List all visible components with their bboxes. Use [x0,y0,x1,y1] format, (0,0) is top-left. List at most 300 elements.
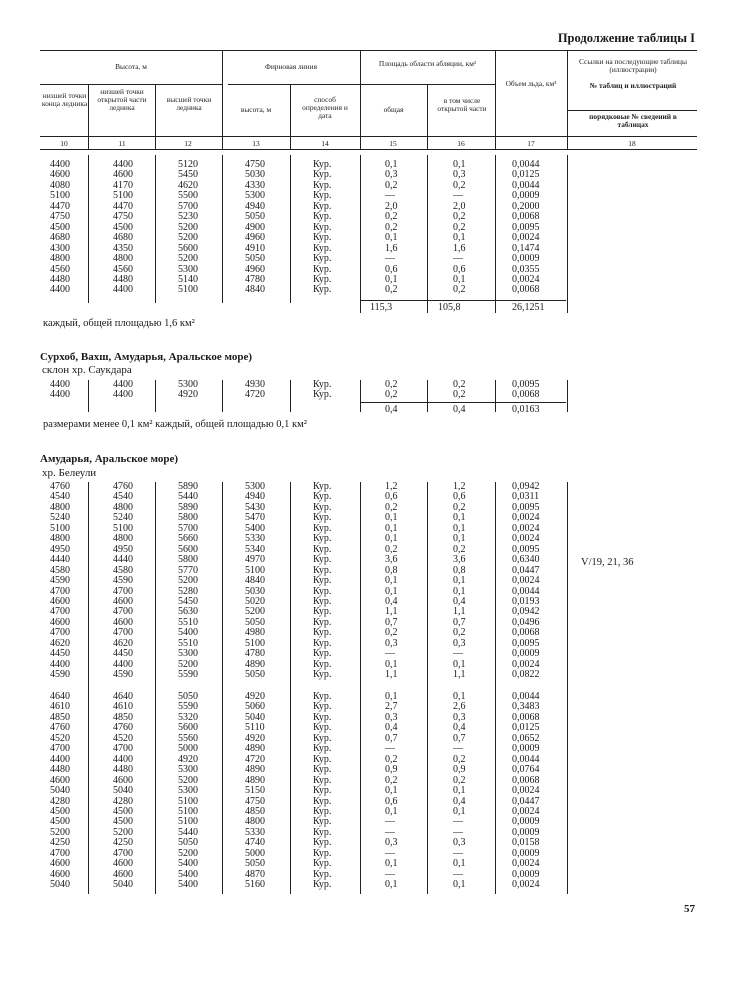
cell-firn-height: 5330 [245,533,265,545]
cell-area-total: — [385,190,395,202]
cell-area-open: 0,2 [453,379,466,390]
cell-firn-method: Кур. [313,159,332,170]
cell-lowest-open: 4600 [113,858,133,870]
cell-firn-height: 4740 [245,837,265,849]
cell-lowest-end: 4600 [50,858,70,870]
cell-firn-height: 4980 [245,627,265,639]
cell-area-total: 0,1 [385,785,398,797]
cell-lowest-open: 4800 [113,501,133,513]
cell-firn-method: Кур. [313,774,332,786]
cell-firn-height: 5300 [245,190,265,202]
cell-lowest-open: 4850 [113,711,133,723]
vline [567,155,568,313]
block3-ref: V/19, 21, 36 [581,557,634,568]
cell-lowest-end: 4440 [50,554,70,566]
cell-firn-method: Кур. [313,795,332,807]
cell-area-total: 2,0 [385,200,398,212]
cell-highest: 5440 [178,826,198,838]
cell-firn-method: Кур. [313,263,332,275]
cell-lowest-end: 4700 [50,627,70,639]
vline [360,155,361,313]
cell-highest: 5300 [178,764,198,776]
vline [290,155,291,303]
cell-area-total: — [385,847,395,859]
cell-firn-method: Кур. [313,284,332,296]
cell-area-open: 0,2 [453,627,466,639]
cell-firn-height: 4940 [245,491,265,503]
header-firn-line: Фирновая линия [264,62,317,71]
cell-area-total: 0,2 [385,211,398,223]
vline [495,50,496,149]
cell-area-open: 0,1 [453,858,466,870]
header-refs-numbers: порядковые № сведений в таблицах [589,112,677,130]
cell-area-open: 0,3 [453,637,466,649]
cell-lowest-open: 4500 [113,221,133,233]
cell-highest: 5890 [178,481,198,492]
cell-ice-volume: 0,0024 [512,858,540,870]
cell-lowest-open: 4800 [113,533,133,545]
cell-ice-volume: 0,0764 [512,764,540,776]
block3-subtitle: хр. Белеули [42,467,97,479]
cell-ice-volume: 0,0044 [512,691,540,702]
cell-highest: 5320 [178,711,198,723]
vline [360,50,361,149]
cell-area-open: 0,2 [453,211,466,223]
cell-firn-method: Кур. [313,221,332,233]
cell-lowest-open: 4280 [113,795,133,807]
vline [495,482,496,894]
cell-area-open: 1,1 [453,606,466,618]
cell-area-open: — [453,826,463,838]
cell-lowest-end: 4280 [50,795,70,807]
cell-area-open: 0,2 [453,389,466,401]
cell-ice-volume: 0,0942 [512,606,540,618]
cell-highest: 5510 [178,637,198,649]
cell-area-open: 0,2 [453,284,466,296]
cell-firn-method: Кур. [313,648,332,660]
cell-highest: 4620 [178,179,198,191]
cell-firn-height: 4890 [245,764,265,776]
total-rule [361,300,566,301]
cell-firn-height: 5100 [245,637,265,649]
header-lowest-end: низшей точки конца ледника [41,91,88,109]
block2-note: размерами менее 0,1 км² каждый, общей площадью 0,1 км² [43,419,307,430]
cell-firn-height: 4920 [245,732,265,744]
cell-firn-method: Кур. [313,658,332,670]
cell-lowest-end: 4400 [50,159,70,170]
cell-ice-volume: 0,0009 [512,826,540,838]
cell-highest: 5300 [178,263,198,275]
cell-highest: 5400 [178,879,198,891]
header-lowest-open: низшей точки открытой части ледника [97,87,147,113]
cell-lowest-open: 4500 [113,816,133,828]
cell-area-total: 0,6 [385,263,398,275]
cell-lowest-open: 4540 [113,491,133,503]
cell-lowest-open: 5040 [113,785,133,797]
cell-lowest-open: 4590 [113,669,133,681]
cell-area-total: 0,2 [385,774,398,786]
cell-area-open: 0,9 [453,764,466,776]
cell-area-total: 0,1 [385,691,398,702]
cell-lowest-open: 4560 [113,263,133,275]
cell-highest: 5100 [178,284,198,296]
cell-area-open: 0,4 [453,722,466,734]
cell-firn-method: Кур. [313,606,332,618]
vline [88,482,89,894]
cell-ice-volume: 0,1474 [512,242,540,254]
cell-highest: 5700 [178,522,198,534]
cell-ice-volume: 0,0447 [512,795,540,807]
cell-firn-height: 4960 [245,232,265,244]
cell-highest: 5450 [178,595,198,607]
block1-note: каждый, общей площадью 1,6 км² [43,318,195,329]
cell-firn-method: Кур. [313,669,332,681]
cell-firn-method: Кур. [313,585,332,597]
cell-ice-volume: 0,0068 [512,284,540,296]
vline [290,380,291,412]
header-ice-volume: Объем льда, км³ [505,79,557,88]
header-area: Площадь области абляции, км² [378,59,477,68]
cell-firn-height: 4910 [245,242,265,254]
cell-lowest-open: 5240 [113,512,133,524]
cell-ice-volume: 0,0009 [512,253,540,265]
cell-area-total: 0,1 [385,232,398,244]
colnum-bottom-rule [40,149,697,150]
cell-area-total: 0,4 [385,595,398,607]
cell-area-open: 0,7 [453,616,466,628]
cell-ice-volume: 0,0068 [512,211,540,223]
cell-firn-method: Кур. [313,512,332,524]
cell-area-total: 0,1 [385,575,398,587]
cell-lowest-end: 4480 [50,273,70,285]
vline [222,482,223,894]
cell-highest: 5440 [178,491,198,503]
colnum: 10 [60,139,68,148]
cell-lowest-end: 4800 [50,501,70,513]
cell-firn-method: Кур. [313,637,332,649]
cell-highest: 5800 [178,554,198,566]
cell-lowest-open: 4600 [113,595,133,607]
cell-highest: 5300 [178,648,198,660]
cell-firn-height: 5470 [245,512,265,524]
vline [567,482,568,894]
cell-area-total: 1,2 [385,481,398,492]
cell-area-total: 1,6 [385,242,398,254]
cell-area-total: 0,1 [385,858,398,870]
cell-firn-height: 5050 [245,858,265,870]
vline [495,380,496,412]
cell-ice-volume: 0,0068 [512,389,540,401]
cell-area-open: 0,2 [453,221,466,233]
cell-firn-method: Кур. [313,533,332,545]
cell-lowest-end: 4480 [50,764,70,776]
cell-ice-volume: 0,0652 [512,732,540,744]
block2-total-area: 0,4 [385,404,398,415]
cell-lowest-open: 4450 [113,648,133,660]
cell-firn-method: Кур. [313,868,332,880]
cell-ice-volume: 0,0068 [512,711,540,723]
cell-highest: 5560 [178,732,198,744]
cell-lowest-open: 4440 [113,554,133,566]
cell-firn-height: 4850 [245,805,265,817]
block2-subtitle: склон хр. Саукдара [42,364,132,376]
cell-firn-method: Кур. [313,858,332,870]
cell-lowest-end: 4680 [50,232,70,244]
vline [567,380,568,412]
vline [427,380,428,412]
cell-lowest-end: 4600 [50,616,70,628]
cell-firn-method: Кур. [313,816,332,828]
cell-ice-volume: 0,0355 [512,263,540,275]
cell-area-open: 0,6 [453,491,466,503]
cell-ice-volume: 0,0024 [512,785,540,797]
cell-lowest-open: 4620 [113,637,133,649]
cell-lowest-end: 4600 [50,595,70,607]
colnum: 14 [321,139,329,148]
cell-firn-height: 5050 [245,211,265,223]
cell-ice-volume: 0,0024 [512,805,540,817]
cell-ice-volume: 0,0311 [512,491,540,503]
cell-area-open: 1,6 [453,242,466,254]
cell-highest: 5050 [178,691,198,702]
cell-firn-height: 4330 [245,179,265,191]
cell-lowest-open: 4470 [113,200,133,212]
cell-area-total: 0,6 [385,491,398,503]
cell-firn-method: Кур. [313,732,332,744]
cell-ice-volume: 0,0044 [512,179,540,191]
cell-firn-method: Кур. [313,564,332,576]
cell-area-open: 0,1 [453,658,466,670]
cell-highest: 4920 [178,753,198,765]
cell-highest: 5280 [178,585,198,597]
cell-highest: 5200 [178,774,198,786]
cell-firn-height: 5100 [245,564,265,576]
cell-area-open: 0,2 [453,179,466,191]
cell-ice-volume: 0,0009 [512,868,540,880]
cell-lowest-open: 4400 [113,389,133,401]
cell-firn-method: Кур. [313,711,332,723]
cell-firn-height: 4900 [245,221,265,233]
cell-highest: 5200 [178,232,198,244]
block2-total-open: 0,4 [453,404,466,415]
cell-lowest-end: 4450 [50,648,70,660]
cell-area-total: 0,1 [385,522,398,534]
cell-firn-method: Кур. [313,701,332,713]
cell-area-total: — [385,743,395,755]
cell-highest: 5450 [178,169,198,181]
cell-lowest-end: 5240 [50,512,70,524]
cell-firn-method: Кур. [313,785,332,797]
cell-firn-height: 4870 [245,868,265,880]
cell-area-total: 0,6 [385,795,398,807]
cell-area-total: 0,1 [385,585,398,597]
cell-firn-method: Кур. [313,595,332,607]
cell-lowest-end: 4700 [50,606,70,618]
cell-firn-method: Кур. [313,501,332,513]
header-area-open: в том числе открытой части [437,96,487,114]
cell-area-total: 1,1 [385,606,398,618]
cell-lowest-open: 5100 [113,190,133,202]
cell-highest: 5200 [178,221,198,233]
cell-firn-height: 5040 [245,711,265,723]
cell-firn-height: 5020 [245,595,265,607]
cell-highest: 5000 [178,743,198,755]
cell-firn-height: 4890 [245,743,265,755]
cell-ice-volume: 0,0158 [512,837,540,849]
cell-area-open: — [453,743,463,755]
cell-highest: 5400 [178,868,198,880]
cell-area-open: 1,2 [453,481,466,492]
cell-lowest-open: 4400 [113,159,133,170]
cell-ice-volume: 0,0024 [512,879,540,891]
cell-firn-method: Кур. [313,575,332,587]
cell-firn-height: 5150 [245,785,265,797]
cell-ice-volume: 0,0044 [512,585,540,597]
cell-ice-volume: 0,0024 [512,512,540,524]
cell-firn-height: 4750 [245,795,265,807]
cell-area-open: 0,1 [453,585,466,597]
cell-lowest-end: 4580 [50,564,70,576]
cell-lowest-end: 5040 [50,785,70,797]
cell-firn-method: Кур. [313,554,332,566]
cell-highest: 5500 [178,190,198,202]
vline [155,155,156,303]
cell-firn-height: 4920 [245,691,265,702]
cell-firn-height: 5000 [245,847,265,859]
block3-title: Амударья, Аральское море) [40,453,179,465]
cell-lowest-open: 4350 [113,242,133,254]
cell-lowest-open: 4700 [113,627,133,639]
cell-lowest-open: 4400 [113,379,133,390]
cell-lowest-open: 4400 [113,753,133,765]
cell-area-open: 0,1 [453,159,466,170]
cell-lowest-open: 4800 [113,253,133,265]
block1-total-open: 105,8 [438,302,461,313]
cell-highest: 5200 [178,253,198,265]
block1-total-volume: 26,1251 [512,302,545,313]
cell-firn-height: 5110 [245,722,265,734]
cell-firn-height: 5300 [245,481,265,492]
cell-lowest-end: 4950 [50,543,70,555]
cell-highest: 5100 [178,795,198,807]
vline [155,482,156,894]
cell-area-total: 0,2 [385,284,398,296]
cell-area-total: 0,3 [385,637,398,649]
cell-area-total: — [385,253,395,265]
cell-lowest-open: 4400 [113,284,133,296]
cell-ice-volume: 0,0193 [512,595,540,607]
cell-lowest-open: 4400 [113,658,133,670]
cell-firn-method: Кур. [313,805,332,817]
cell-area-open: 0,1 [453,522,466,534]
cell-lowest-end: 5100 [50,190,70,202]
cell-area-open: — [453,847,463,859]
cell-lowest-end: 4760 [50,722,70,734]
cell-ice-volume: 0,0009 [512,190,540,202]
cell-lowest-end: 5040 [50,879,70,891]
vline [155,380,156,412]
cell-firn-height: 5400 [245,522,265,534]
vline [427,155,428,313]
cell-ice-volume: 0,0125 [512,722,540,734]
colnum: 15 [389,139,397,148]
vline [567,50,568,149]
cell-area-total: — [385,816,395,828]
cell-lowest-end: 4300 [50,242,70,254]
cell-area-total: 0,3 [385,169,398,181]
cell-area-total: 0,2 [385,501,398,513]
cell-highest: 5600 [178,722,198,734]
cell-firn-height: 5330 [245,826,265,838]
cell-firn-method: Кур. [313,273,332,285]
cell-highest: 5510 [178,616,198,628]
cell-highest: 5140 [178,273,198,285]
cell-area-total: 0,2 [385,627,398,639]
cell-firn-height: 5430 [245,501,265,513]
cell-lowest-open: 4750 [113,211,133,223]
cell-area-open: 0,1 [453,805,466,817]
cell-highest: 5400 [178,858,198,870]
cell-highest: 5050 [178,837,198,849]
cell-firn-method: Кур. [313,242,332,254]
cell-ice-volume: 0,0024 [512,658,540,670]
cell-firn-method: Кур. [313,169,332,181]
cell-ice-volume: 0,0095 [512,221,540,233]
cell-area-total: — [385,868,395,880]
vline [88,155,89,303]
cell-ice-volume: 0,0095 [512,543,540,555]
cell-area-total: 0,2 [385,389,398,401]
cell-firn-method: Кур. [313,232,332,244]
cell-firn-method: Кур. [313,211,332,223]
vline [222,155,223,303]
cell-lowest-end: 4500 [50,816,70,828]
cell-highest: 5120 [178,159,198,170]
total-rule [361,402,566,403]
cell-ice-volume: 0,0095 [512,637,540,649]
cell-firn-method: Кур. [313,522,332,534]
cell-firn-height: 5160 [245,879,265,891]
cell-ice-volume: 0,0024 [512,273,540,285]
cell-area-total: 0,7 [385,616,398,628]
cell-firn-method: Кур. [313,722,332,734]
cell-lowest-open: 4760 [113,722,133,734]
cell-ice-volume: 0,0068 [512,627,540,639]
cell-firn-height: 4780 [245,273,265,285]
cell-area-total: 0,1 [385,159,398,170]
refs-subrule [567,110,697,111]
cell-ice-volume: 0,0009 [512,648,540,660]
block1-total-area: 115,3 [370,302,393,313]
cell-area-open: 0,1 [453,879,466,891]
cell-ice-volume: 0,0068 [512,774,540,786]
cell-lowest-end: 4400 [50,284,70,296]
cell-area-open: 1,1 [453,669,466,681]
cell-area-total: 0,9 [385,764,398,776]
cell-highest: 4920 [178,389,198,401]
cell-lowest-open: 5100 [113,522,133,534]
cell-firn-method: Кур. [313,743,332,755]
cell-area-total: 0,1 [385,273,398,285]
cell-lowest-end: 4590 [50,575,70,587]
colnum: 18 [628,139,636,148]
vline [155,84,156,149]
cell-highest: 5230 [178,211,198,223]
cell-area-open: 0,3 [453,169,466,181]
cell-lowest-end: 4500 [50,221,70,233]
cell-lowest-open: 4480 [113,273,133,285]
vline [88,380,89,412]
